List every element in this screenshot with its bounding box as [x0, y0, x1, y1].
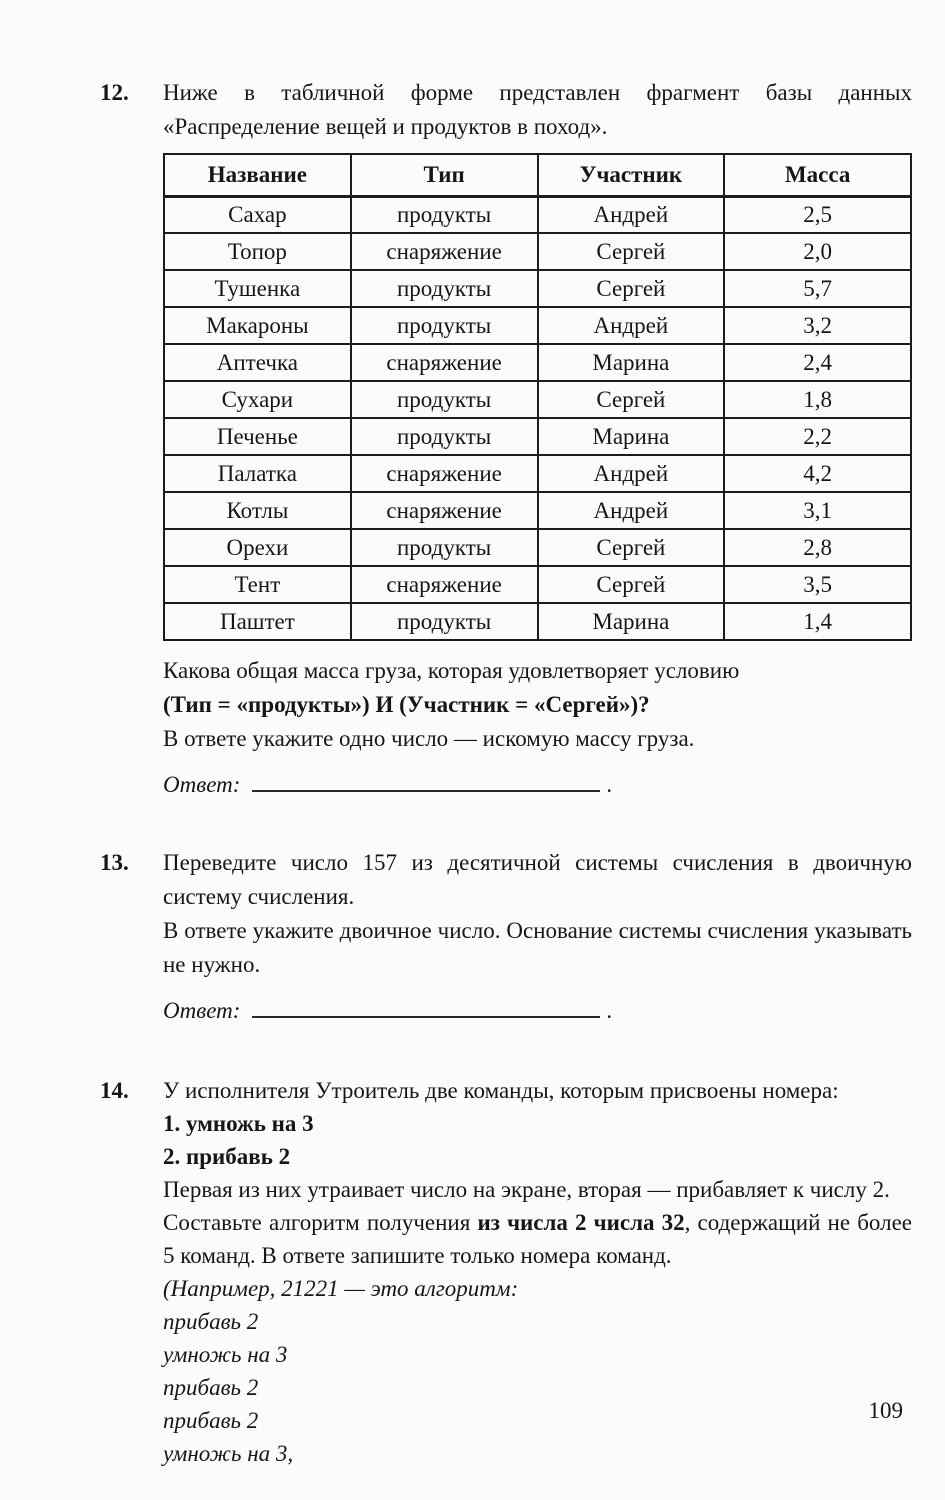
table-cell: Андрей	[538, 455, 725, 492]
problem-14-example-intro: (Например, 21221 — это алгоритм:	[163, 1276, 519, 1301]
table-cell: Сергей	[538, 233, 725, 270]
problem-14-task	[163, 1206, 912, 1272]
problem-14-number: 14.	[100, 1078, 129, 1103]
problem-13	[100, 846, 912, 1028]
table-row	[164, 566, 911, 603]
table-header-row	[164, 154, 911, 196]
page-number: 109	[868, 1398, 903, 1423]
table-cell: продукты	[351, 418, 538, 455]
table-cell: Топор	[164, 233, 351, 270]
example-line: прибавь 2	[163, 1408, 259, 1433]
database-table	[163, 153, 912, 641]
problem-12-condition: (Тип = «продукты») И (Участник = «Сергей»)?	[163, 692, 650, 717]
table-cell: снаряжение	[351, 455, 538, 492]
table-cell: снаряжение	[351, 566, 538, 603]
table-cell: продукты	[351, 381, 538, 418]
table-cell: продукты	[351, 603, 538, 640]
example-line: прибавь 2	[163, 1309, 259, 1334]
table-cell: Сергей	[538, 529, 725, 566]
table-cell: Макароны	[164, 307, 351, 344]
table-cell: 2,8	[724, 529, 911, 566]
column-header-type: Тип	[351, 154, 538, 196]
problem-12-note: В ответе укажите одно число — искомую массу груза.	[163, 726, 695, 751]
task-text-bold: из числа 2 числа 32	[477, 1210, 685, 1235]
table-row	[164, 603, 911, 640]
example-line: прибавь 2	[163, 1375, 259, 1400]
table-cell: 1,4	[724, 603, 911, 640]
table-row	[164, 381, 911, 418]
table-cell: продукты	[351, 270, 538, 307]
table-row	[164, 196, 911, 233]
table-cell: Паштет	[164, 603, 351, 640]
table-cell: Аптечка	[164, 344, 351, 381]
table-cell: Сергей	[538, 566, 725, 603]
problem-14-command-1: 1. умножь на 3	[163, 1111, 314, 1136]
problem-12-number: 12.	[100, 80, 129, 105]
table-cell: продукты	[351, 307, 538, 344]
table-row	[164, 307, 911, 344]
table-cell: Тушенка	[164, 270, 351, 307]
problem-12-intro: Ниже в табличной форме представлен фрагмент базы данных «Распределение вещей и продуктов в поход».	[163, 80, 912, 139]
answer-period: .	[606, 772, 613, 797]
section-gap	[100, 802, 912, 846]
table-row	[164, 233, 911, 270]
table-cell: 1,8	[724, 381, 911, 418]
table-cell: 3,1	[724, 492, 911, 529]
table-cell: 2,2	[724, 418, 911, 455]
table-cell: Андрей	[538, 492, 725, 529]
answer-period: .	[606, 998, 613, 1023]
column-header-name: Название	[164, 154, 351, 196]
problem-13-text-2: В ответе укажите двоичное число. Основание системы счисления указывать не нужно.	[163, 918, 912, 977]
section-gap	[100, 1028, 912, 1074]
table-cell: Марина	[538, 344, 725, 381]
table-cell: Андрей	[538, 307, 725, 344]
table-cell: 3,2	[724, 307, 911, 344]
table-row	[164, 529, 911, 566]
table-cell: 2,4	[724, 344, 911, 381]
problem-14-intro: У исполнителя Утроитель две команды, которым присвоены номера:	[163, 1078, 839, 1103]
table-cell: 4,2	[724, 455, 911, 492]
table-cell: 3,5	[724, 566, 911, 603]
answer-label: Ответ:	[163, 998, 241, 1023]
table-cell: Сухари	[164, 381, 351, 418]
answer-blank-line	[252, 1016, 600, 1018]
problem-12-question: Какова общая масса груза, которая удовлетворяет условию	[163, 658, 740, 683]
table-cell: Печенье	[164, 418, 351, 455]
task-text-post: , содержащий не более 5 команд. В ответе запишите только номера команд.	[163, 1210, 913, 1268]
table-cell: Сергей	[538, 270, 725, 307]
table-row	[164, 418, 911, 455]
table-cell: Марина	[538, 418, 725, 455]
table-cell: снаряжение	[351, 233, 538, 270]
table-row	[164, 492, 911, 529]
table-row	[164, 455, 911, 492]
column-header-mass: Масса	[724, 154, 911, 196]
table-cell: Котлы	[164, 492, 351, 529]
table-cell: Сергей	[538, 381, 725, 418]
problem-13-number: 13.	[100, 850, 129, 875]
task-text-pre: Составьте алгоритм получения	[163, 1210, 478, 1235]
table-cell: Палатка	[164, 455, 351, 492]
problem-14	[100, 1074, 912, 1470]
table-row	[164, 270, 911, 307]
table-body	[164, 196, 911, 640]
table-cell: Андрей	[538, 196, 725, 233]
table-row	[164, 344, 911, 381]
problem-12	[100, 76, 912, 802]
problem-14-command-2: 2. прибавь 2	[163, 1144, 291, 1169]
table-cell: Тент	[164, 566, 351, 603]
table-cell: Орехи	[164, 529, 351, 566]
example-line: умножь на 3	[163, 1342, 288, 1367]
table-cell: 2,0	[724, 233, 911, 270]
table-cell: 5,7	[724, 270, 911, 307]
table-cell: 2,5	[724, 196, 911, 233]
problem-13-answer-row	[163, 994, 912, 1028]
table-cell: Сахар	[164, 196, 351, 233]
column-header-participant: Участник	[538, 154, 725, 196]
table-cell: снаряжение	[351, 344, 538, 381]
problem-14-description: Первая из них утраивает число на экране, вторая — прибавляет к числу 2.	[163, 1177, 890, 1202]
answer-label: Ответ:	[163, 772, 241, 797]
problem-12-answer-row	[163, 768, 912, 802]
table-cell: снаряжение	[351, 492, 538, 529]
table-cell: Марина	[538, 603, 725, 640]
table-cell: продукты	[351, 196, 538, 233]
problem-13-text-1: Переведите число 157 из десятичной системы счисления в двоичную систему счисления.	[163, 850, 912, 909]
answer-blank-line	[252, 790, 600, 792]
table-cell: продукты	[351, 529, 538, 566]
example-line: умножь на 3,	[163, 1441, 294, 1466]
